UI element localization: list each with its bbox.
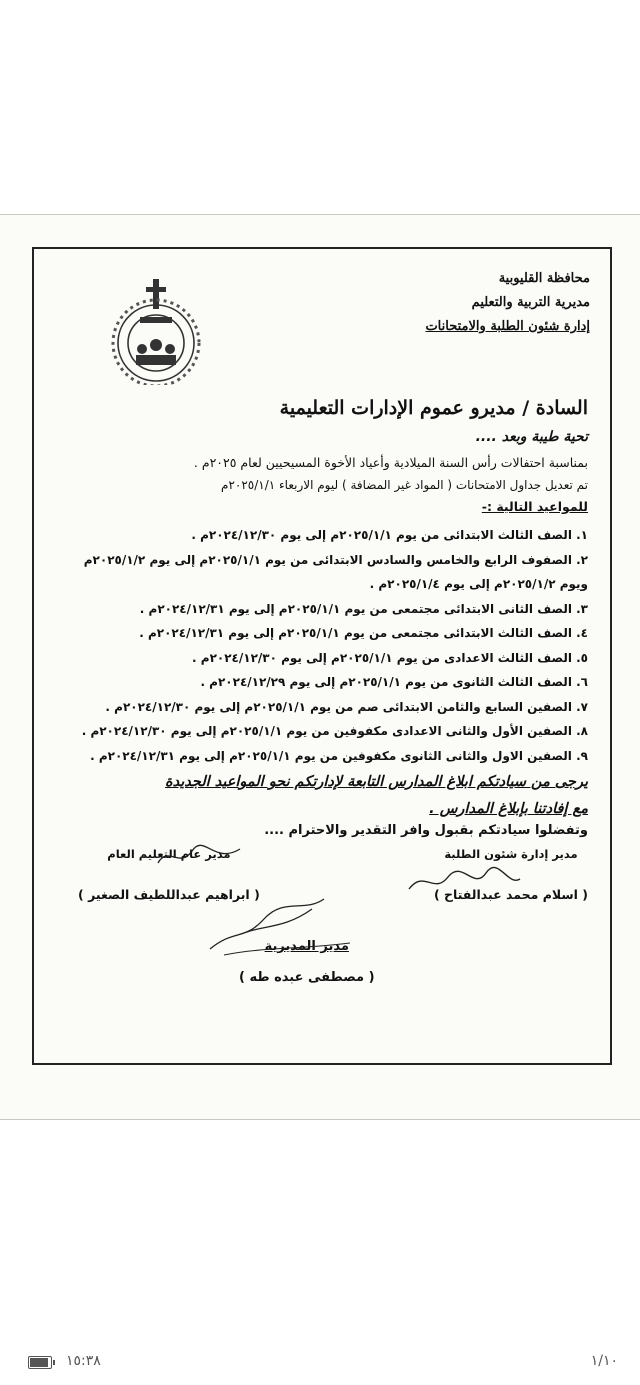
intro-paragraph: بمناسبة احتفالات رأس السنة الميلادية وأعياد الأخوة المسيحيين لعام ٢٠٢٥م .: [193, 455, 588, 470]
list-item: ٦. الصف الثالث الثانوى من يوم ٢٠٢٥/١/١م إلى يوم ٢٠٢٤/١٢/٢٩م .: [200, 675, 588, 689]
list-item: ٣. الصف الثانى الابتدائى مجتمعى من يوم ٢٠٢٥/١/١م إلى يوم ٢٠٢٤/١٢/٣١م .: [139, 601, 588, 616]
status-bar: [0, 1345, 640, 1385]
schedule-list: [54, 523, 588, 768]
department-name: إدارة شئون الطلبة والامتحانات: [425, 319, 590, 334]
addressee: السادة / مديرو عموم الإدارات التعليمية: [279, 397, 588, 419]
clock: ١٥:٣٨: [66, 1353, 101, 1369]
signatory-name: ( مصطفى عبده طه ): [239, 970, 375, 985]
letterhead: [425, 267, 590, 339]
list-item: ١. الصف الثالث الابتدائى من يوم ٢٠٢٥/١/١م إلى يوم ٢٠٢٤/١٢/٣٠م .: [191, 528, 588, 542]
list-item: ٧. الصفين السابع والثامن الابتدائى صم من يوم ٢٠٢٥/١/١م إلى يوم ٢٠٢٤/١٢/٣٠م .: [105, 699, 588, 714]
scanned-document: [0, 214, 640, 1120]
schedule-heading: للمواعيد التالية :-: [481, 499, 588, 514]
list-item: ويوم ٢٠٢٥/١/٢م إلى يوم ٢٠٢٥/١/٤م .: [369, 577, 588, 591]
signatory-title: مدير المديرية: [264, 939, 349, 954]
list-item: ٩. الصفين الاول والثانى الثانوى مكفوفين من يوم ٢٠٢٥/١/١م إلى يوم ٢٠٢٤/١٢/٣١م .: [90, 748, 588, 763]
signatory-title: مدير عام التعليم العام: [107, 847, 231, 861]
directorate-name: مديرية التربية والتعليم: [471, 295, 590, 310]
request-paragraph: [54, 769, 588, 823]
signature-block-students-affairs: [434, 847, 588, 902]
request-line: يرجى من سيادتكم ابلاغ المدارس التابعة لإدارتكم نحو المواعيد الجديدة: [165, 774, 588, 790]
schedule-change-paragraph: تم تعديل جداول الامتحانات ( المواد غير المضافة ) ليوم الاربعاء ٢٠٢٥/١/١م: [221, 478, 588, 492]
document-border: [32, 247, 612, 1065]
signatory-title: مدير إدارة شئون الطلبة: [444, 847, 578, 861]
list-item: ٥. الصف الثالث الاعدادى من يوم ٢٠٢٥/١/١م إلى يوم ٢٠٢٤/١٢/٣٠م .: [192, 650, 588, 665]
directorate-emblem-icon: [108, 277, 204, 385]
signature-block-general-education: [78, 847, 260, 902]
greeting: تحية طيبة وبعد ....: [475, 429, 588, 445]
list-item: ٤. الصف الثالث الابتدائى مجتمعى من يوم ٢٠٢٥/١/١م إلى يوم ٢٠٢٤/١٢/٣١م .: [139, 626, 588, 640]
signatory-name: ( اسلام محمد عبدالفتاح ): [433, 887, 588, 902]
list-item: ٢. الصفوف الرابع والخامس والسادس الابتدائى من يوم ٢٠٢٥/١/١م إلى يوم ٢٠٢٥/١/٢م: [83, 552, 588, 567]
closing-line: وتفضلوا سيادتكم بقبول وافر التقدير والاحترام ....: [264, 823, 588, 838]
signature-block-director: [239, 939, 375, 985]
request-line: مع إفادتنا بإبلاغ المدارس .: [429, 801, 588, 817]
list-item: ٨. الصفين الأول والثانى الاعدادى مكفوفين من يوم ٢٠٢٥/١/١م إلى يوم ٢٠٢٤/١٢/٣٠م .: [81, 724, 588, 738]
governorate-name: محافظة القليوبية: [498, 271, 590, 286]
battery-icon: [28, 1356, 52, 1369]
signatory-name: ( ابراهيم عبداللطيف الصغير ): [78, 887, 260, 902]
page-counter: ١/١٠: [590, 1353, 618, 1369]
